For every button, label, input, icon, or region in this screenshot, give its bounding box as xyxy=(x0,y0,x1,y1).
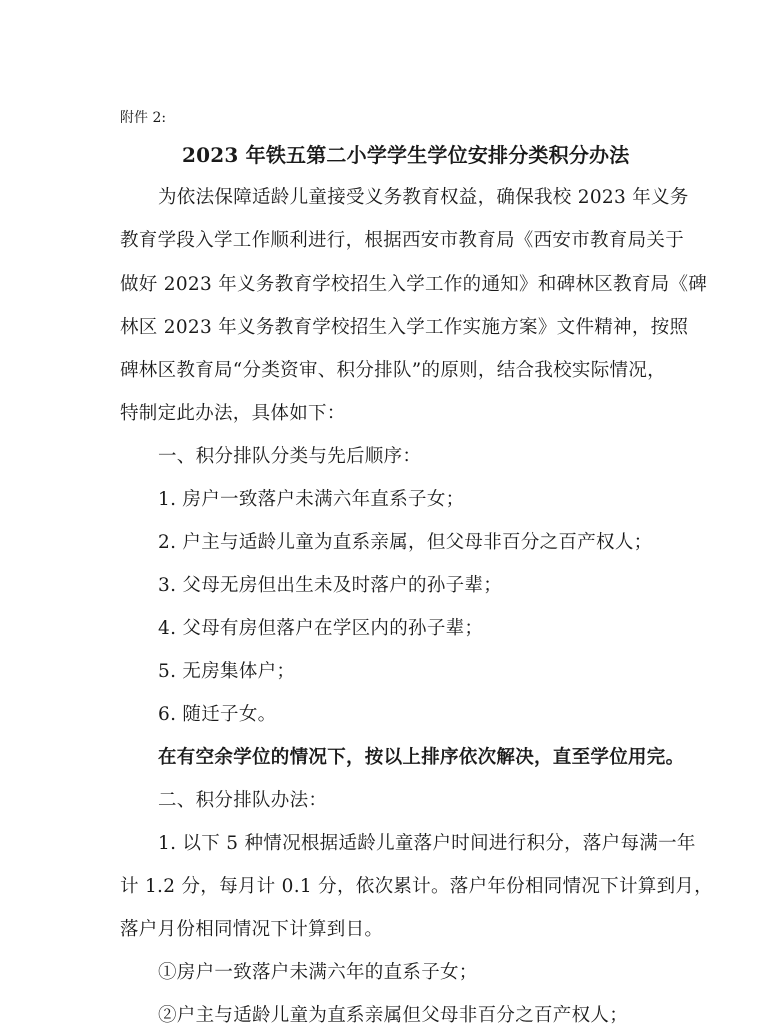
section-1-note: 在有空余学位的情况下，按以上排序依次解决，直至学位用完。 xyxy=(158,747,685,768)
section-2-paragraph-line: 1. 以下 5 种情况根据适龄儿童落户时间进行积分，落户每满一年 xyxy=(158,833,696,854)
attachment-label: 附件 2: xyxy=(120,110,167,126)
intro-line: 林区 2023 年义务教育学校招生入学工作实施方案》文件精神，按照 xyxy=(120,317,689,338)
section-1-item: 1. 房户一致落户未满六年直系子女； xyxy=(158,489,465,510)
intro-line: 碑林区教育局“分类资审、积分排队”的原则，结合我校实际情况， xyxy=(120,360,666,381)
section-1-item: 3. 父母无房但出生未及时落户的孙子辈； xyxy=(158,575,503,596)
section-1-item: 2. 户主与适龄儿童为直系亲属，但父母非百分之百产权人； xyxy=(158,532,653,553)
document-title: 2023 年铁五第二小学学生学位安排分类积分办法 xyxy=(182,143,630,167)
section-1-item: 6. 随迁子女。 xyxy=(158,704,277,725)
section-1-item: 5. 无房集体户； xyxy=(158,661,296,682)
intro-line: 为依法保障适龄儿童接受义务教育权益，确保我校 2023 年义务 xyxy=(158,187,689,208)
intro-line: 做好 2023 年义务教育学校招生入学工作的通知》和碑林区教育局《碑 xyxy=(120,274,708,295)
section-2-item: ①房户一致落户未满六年的直系子女； xyxy=(158,962,478,983)
section-2-paragraph-line: 计 1.2 分，每月计 0.1 分，依次累计。落户年份相同情况下计算到月， xyxy=(120,876,713,897)
intro-line: 教育学段入学工作顺利进行，根据西安市教育局《西安市教育局关于 xyxy=(120,230,685,251)
section-2-item: ②户主与适龄儿童为直系亲属但父母非百分之百产权人； xyxy=(158,1005,629,1026)
section-1-item: 4. 父母有房但落户在学区内的孙子辈； xyxy=(158,618,484,639)
section-1-heading: 一、积分排队分类与先后顺序： xyxy=(158,446,422,467)
intro-line: 特制定此办法，具体如下： xyxy=(120,403,346,424)
section-2-paragraph-line: 落户月份相同情况下计算到日。 xyxy=(120,919,384,940)
section-2-heading: 二、积分排队办法： xyxy=(158,790,328,811)
